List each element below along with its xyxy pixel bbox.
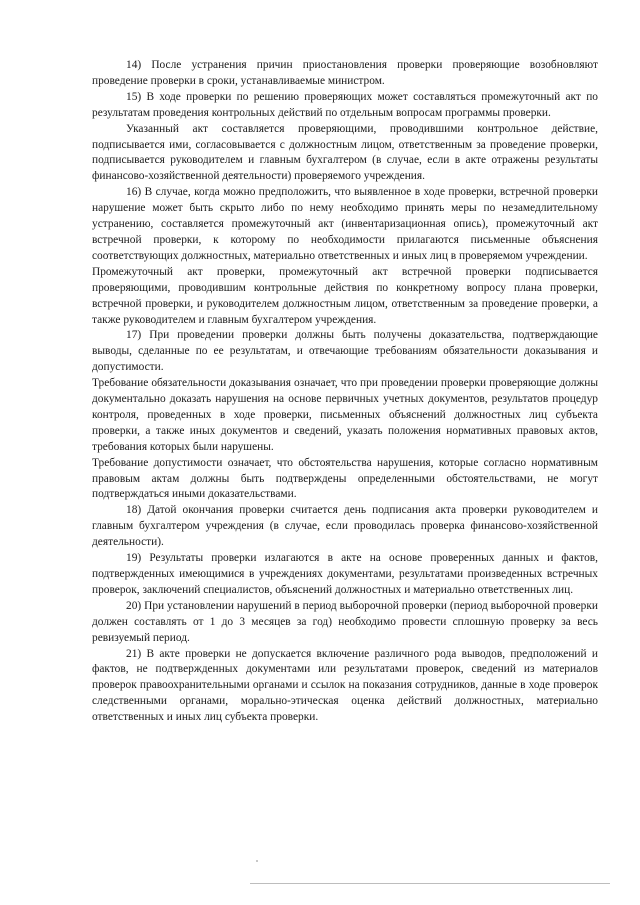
paragraph-19: 19) Результаты проверки излагаются в акте на основе проверенных данных и фактов, подтвержденных имеющимися в учреждениях документами, результатами произведенных встречных проверок, заключений специалистов, объяснений должностных и материально ответственных лиц. <box>92 552 598 596</box>
paragraph-17: 17) При проведении проверки должны быть получены доказательства, подтверждающие выводы, сделанные по ее результатам, и отвечающие требованиям обязательности доказывания и допустимости. <box>92 329 598 374</box>
paragraph-21: 21) В акте проверки не допускается включение различного рода выводов, предположений и фактов, не подтвержденных документами или результатами проверок, сведений из материалов проверок правоохранительными органами и ссылок на показания сотрудников, данные в ходе проверок следственными органами, морально-этическая оценка действий должностных, материально ответственных и иных лиц субъекта проверки. <box>92 647 598 724</box>
paragraph-14: 14) После устранения причин приостановления проверки проверяющие возобновляют проведение проверки в сроки, устанавливаемые министром. <box>92 59 598 87</box>
paragraph-17-admissibility: Требование допустимости означает, что обстоятельства нарушения, которые согласно нормативным правовым актам должны быть подтверждены определенными обстоятельствами, не могут подтверждаться иными доказательствами. <box>92 456 598 501</box>
paragraph-18: 18) Датой окончания проверки считается день подписания акта проверки руководителем и главным бухгалтером учреждения (в случае, если проводилась проверка финансово-хозяйственной деятельности). <box>92 504 598 549</box>
paragraph-17-proof-requirement: Требование обязательности доказывания означает, что при проведении проверки проверяющие должны документально доказать нарушения на основе первичных учетных документов, результатов процедур контроля, проведенных в ходе проверки, письменных объяснений должностных лиц субъекта проверки, а также иных документов и сведений, указать положения нормативных правовых актов, требования которых были нарушены. <box>92 377 598 453</box>
paragraph-20: 20) При установлении нарушений в период выборочной проверки (период выборочной проверки должен составлять от 1 до 3 месяцев за год) необходимо провести сплошную проверку за весь ревизуемый период. <box>92 599 598 644</box>
document-body <box>92 58 598 726</box>
paragraph-16-signing: Промежуточный акт проверки, промежуточный акт встречной проверки подписывается проверяющими, проводившим контрольные действия по конкретному вопросу плана проверки, встречной проверки, и руководителем должностным лицом, ответственным за проведение проверки, а также руководителем и главным бухгалтером учреждения. <box>92 265 598 326</box>
scan-artifact <box>256 860 258 862</box>
paragraph-15: 15) В ходе проверки по решению проверяющих может составляться промежуточный акт по результатам проведения контрольных действий по отдельным вопросам программы проверки. <box>92 90 598 119</box>
paragraph-15-interim-act: Указанный акт составляется проверяющими, проводившими контрольное действие, подписывается ими, согласовывается с должностным лицом, ответственным за проведение проверки, подписывается руководителем и главным бухгалтером (в случае, если в акте отражены результаты финансово-хозяйственной деятельности) проверяемого учреждения. <box>92 122 598 183</box>
footer-rule <box>250 883 610 884</box>
paragraph-16: 16) В случае, когда можно предположить, что выявленное в ходе проверки, встречной проверки нарушение может быть скрыто либо по нему необходимо принять меры по незамедлительному устранению, составляется промежуточный акт (инвентаризационная опись), промежуточный акт встречной проверки, к которому по необходимости прилагаются письменные объяснения соответствующих должностных, материально ответственных и иных лиц в проверяемом учреждении. <box>92 186 598 262</box>
